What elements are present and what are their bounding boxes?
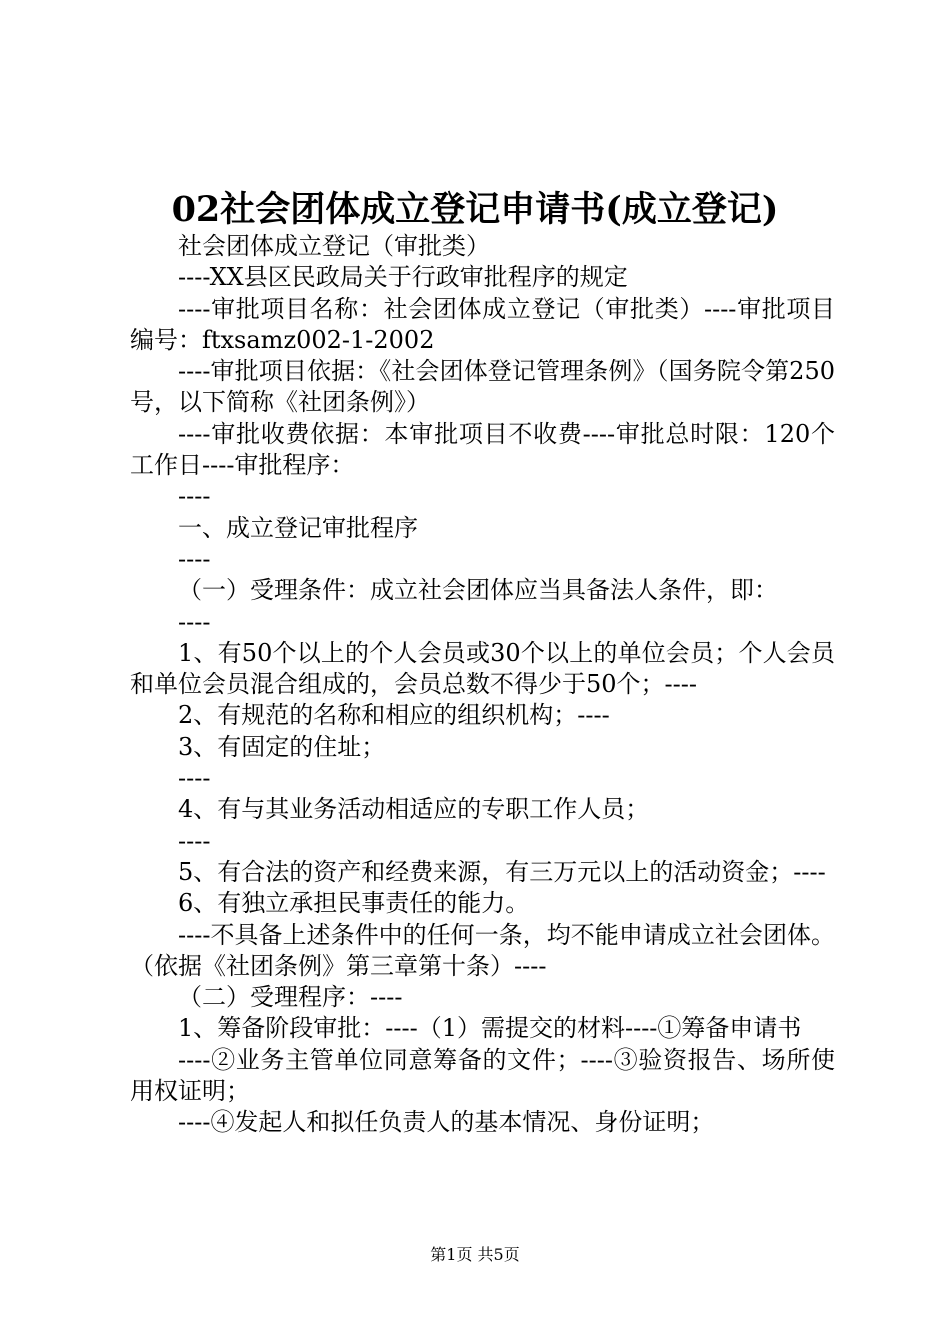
list-item: 2、有规范的名称和相应的组织机构；---- (178, 701, 610, 730)
subsection-heading: （一）受理条件：成立社会团体应当具备法人条件，即： (178, 576, 778, 605)
list-item: 5、有合法的资产和经费来源，有三万元以上的活动资金；---- (178, 857, 826, 886)
paragraph: ----不具备上述条件中的任何一条，均不能申请成立社会团体。（依据《社团条例》第三章第十条）---- (130, 920, 835, 980)
list-item: 1、有50个以上的个人会员或30个以上的单位会员；个人会员和单位会员混合组成的，会员总数不得少于50个；---- (130, 638, 835, 699)
document-body (130, 231, 835, 1139)
paragraph: 社会团体成立登记（审批类） (178, 232, 490, 260)
paragraph: ----④发起人和拟任负责人的基本情况、身份证明； (178, 1108, 715, 1137)
list-item: 3、有固定的住址； (178, 732, 386, 761)
paragraph: ----②业务主管单位同意筹备的文件；----③验资报告、场所使用权证明； (130, 1045, 835, 1106)
paragraph: ----审批项目依据：《社会团体登记管理条例》（国务院令第250号，以下简称《社团条例》） (130, 357, 835, 417)
subsection-heading: （二）受理程序：---- (178, 983, 403, 1012)
page-number: 第1页 共5页 (430, 1245, 520, 1264)
paragraph: ---- (178, 764, 211, 793)
paragraph: ---- (178, 826, 211, 855)
paragraph: ----XX县区民政局关于行政审批程序的规定 (178, 263, 628, 292)
paragraph: ----审批项目名称：社会团体成立登记（审批类）----审批项目编号：ftxsamz002-1-2002 (130, 294, 835, 354)
list-item: 4、有与其业务活动相适应的专职工作人员； (178, 795, 650, 824)
paragraph: ---- (178, 482, 211, 511)
paragraph: ----审批收费依据：本审批项目不收费----审批总时限：120个工作日----审批程序： (130, 419, 835, 480)
document-title: 02社会团体成立登记申请书(成立登记) (171, 189, 779, 230)
list-item: 1、筹备阶段审批：----（1）需提交的材料----①筹备申请书 (178, 1014, 802, 1043)
section-heading: 一、成立登记审批程序 (178, 513, 418, 542)
list-item: 6、有独立承担民事责任的能力。 (178, 889, 530, 918)
paragraph: ---- (178, 607, 211, 636)
paragraph: ---- (178, 544, 211, 573)
